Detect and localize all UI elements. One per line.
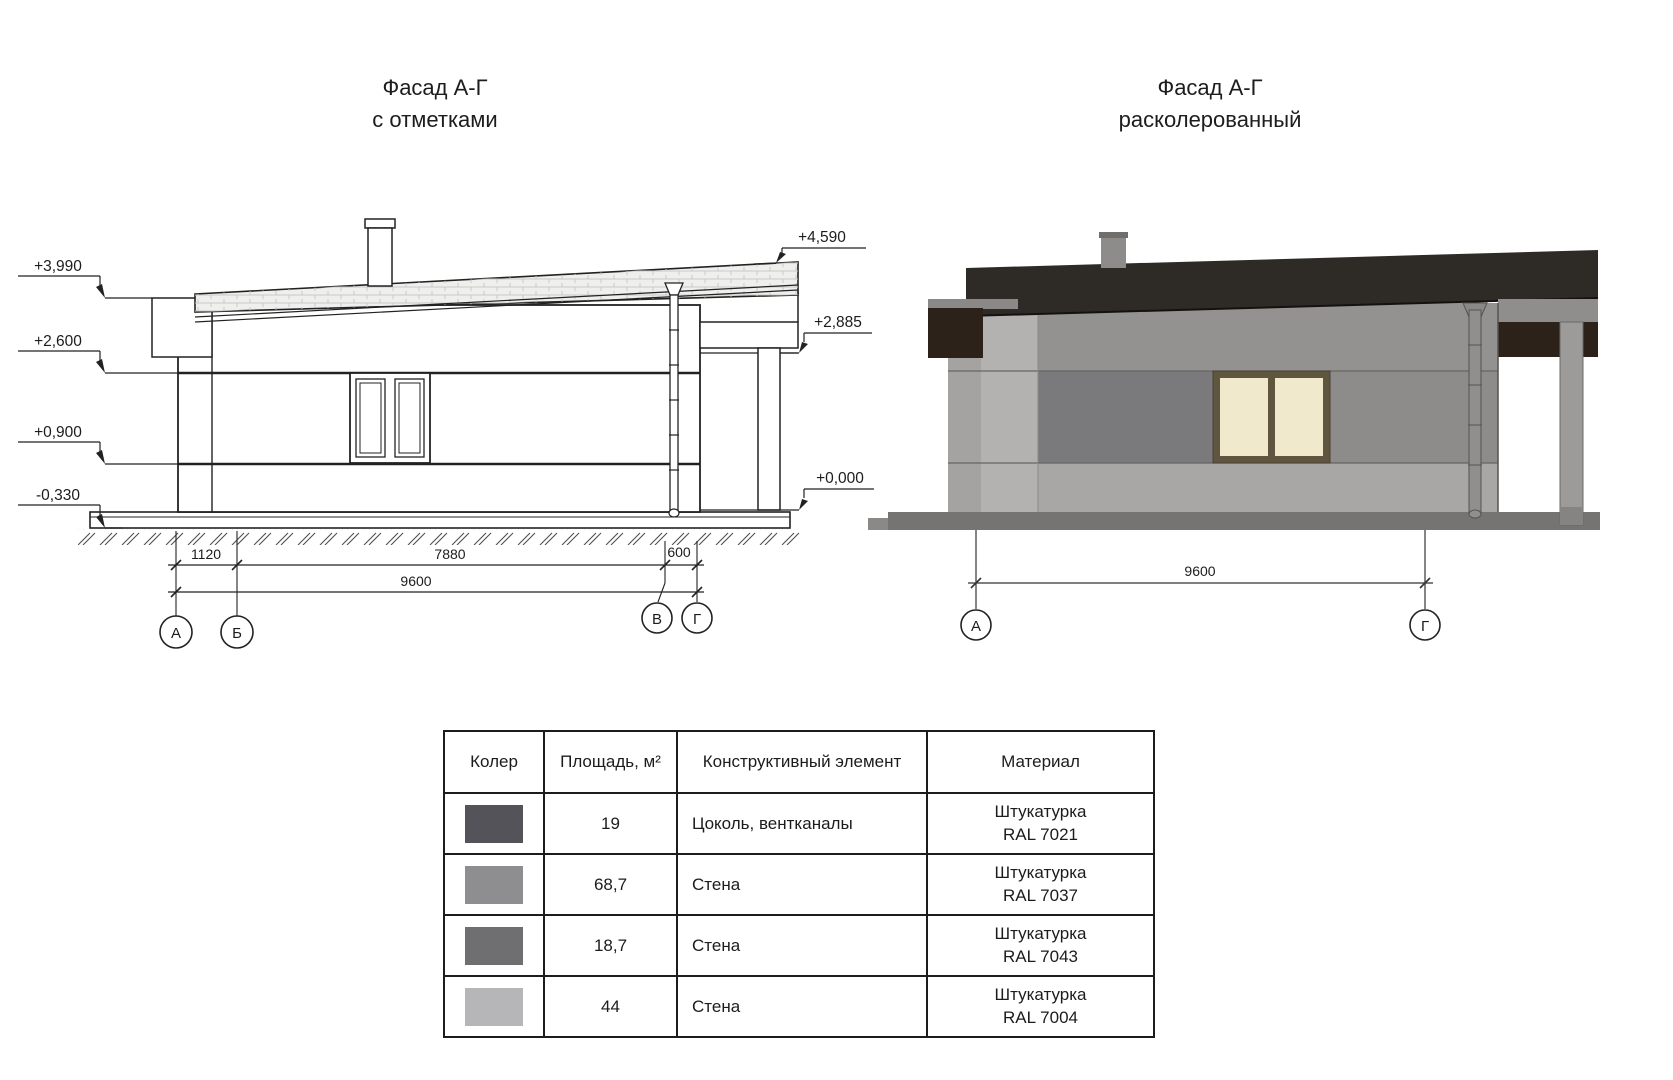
area-value: 68,7 [544,854,677,915]
colored-porch-column [1560,322,1583,525]
facade-colored-drawing [868,195,1630,660]
porch-fascia [1498,299,1598,322]
table-header-row [444,731,1154,793]
left-soffit-box [928,308,983,358]
right-facade-title-line1: Фасад А-Г [1157,75,1263,100]
table-row [444,915,1154,976]
area-value: 18,7 [544,915,677,976]
dim-7880: 7880 [434,546,466,562]
header-element: Конструктивный элемент [677,731,927,793]
material-line2: RAL 7037 [1003,885,1078,905]
material-line1: Штукатурка [994,802,1087,822]
porch-soffit-left [1498,322,1560,357]
porch [700,290,798,510]
header-color: Колер [444,731,544,793]
left-facade-title-line2: с отметками [372,106,498,132]
porch-column-base [1560,507,1583,525]
header-area: Площадь, м² [544,731,677,793]
facade-colored-drawing-svg [868,195,1630,660]
left-facade-title [185,72,685,136]
colored-axis-bubbles [961,610,1440,640]
left-eave-edge [928,299,1018,309]
elevation-mark: +3,990 [34,258,82,275]
element-value: Стена [677,915,927,976]
color-swatch [465,866,523,904]
table-row [444,854,1154,915]
axis-bubbles [160,603,712,648]
elevation-mark: -0,330 [36,487,80,504]
table-row [444,793,1154,854]
left-facade-title-line1: Фасад А-Г [382,75,488,100]
color-swatch [465,805,523,843]
elevation-mark: +0,900 [34,424,82,441]
porch-soffit-right [1583,322,1598,357]
elevation-mark: +0,000 [816,470,864,487]
colored-porch [1498,299,1598,525]
right-facade-title [960,72,1460,136]
window-pane-left [1220,378,1268,456]
color-swatch [465,988,523,1026]
color-spec-table [443,730,1155,1038]
area-value: 44 [544,976,677,1037]
material-value [927,915,1154,976]
main-wall [178,305,700,512]
base-slab-step [868,518,888,530]
plinth-band [1038,463,1498,512]
dim-9600-colored: 9600 [1184,563,1216,579]
dim-600: 600 [667,544,691,560]
material-line2: RAL 7043 [1003,946,1078,966]
wall-dark-field [1038,371,1213,463]
axis-g: Г [692,611,702,628]
axis-v: В [651,611,663,628]
dim-1120: 1120 [190,546,222,562]
area-value: 19 [544,793,677,854]
porch-column [758,348,780,510]
elevation-mark: +4,590 [798,229,846,246]
elevation-mark: +2,885 [814,314,862,331]
axis-g-colored: Г [1420,618,1430,635]
facade-line-drawing-svg [10,195,878,660]
material-line1: Штукатурка [994,924,1087,944]
element-value: Стена [677,854,927,915]
header-material: Материал [927,731,1154,793]
elevation-mark: +2,600 [34,333,82,350]
material-line2: RAL 7004 [1003,1007,1078,1027]
frieze-band [1038,303,1498,371]
chimney [365,219,395,286]
colored-window [1213,371,1330,463]
base-slab [888,512,1600,530]
ground-hatch [78,529,802,545]
material-line2: RAL 7021 [1003,824,1078,844]
dim-9600: 9600 [400,573,432,589]
table-row [444,976,1154,1037]
material-line1: Штукатурка [994,985,1087,1005]
element-value: Стена [677,976,927,1037]
material-value [927,976,1154,1037]
axis-a-colored: А [970,618,982,635]
facade-line-drawing [10,195,878,660]
window-pane-right [1275,378,1323,456]
colored-chimney [1099,232,1128,268]
element-value: Цоколь, вентканалы [677,793,927,854]
axis-b: Б [232,625,242,642]
ground-slab [78,512,802,545]
right-facade-title-line2: расколерованный [1118,106,1302,132]
axis-a: А [170,625,182,642]
material-value [927,793,1154,854]
corner-column [981,307,1038,512]
color-swatch [465,927,523,965]
material-line1: Штукатурка [994,863,1087,883]
window [350,373,430,463]
material-value [927,854,1154,915]
